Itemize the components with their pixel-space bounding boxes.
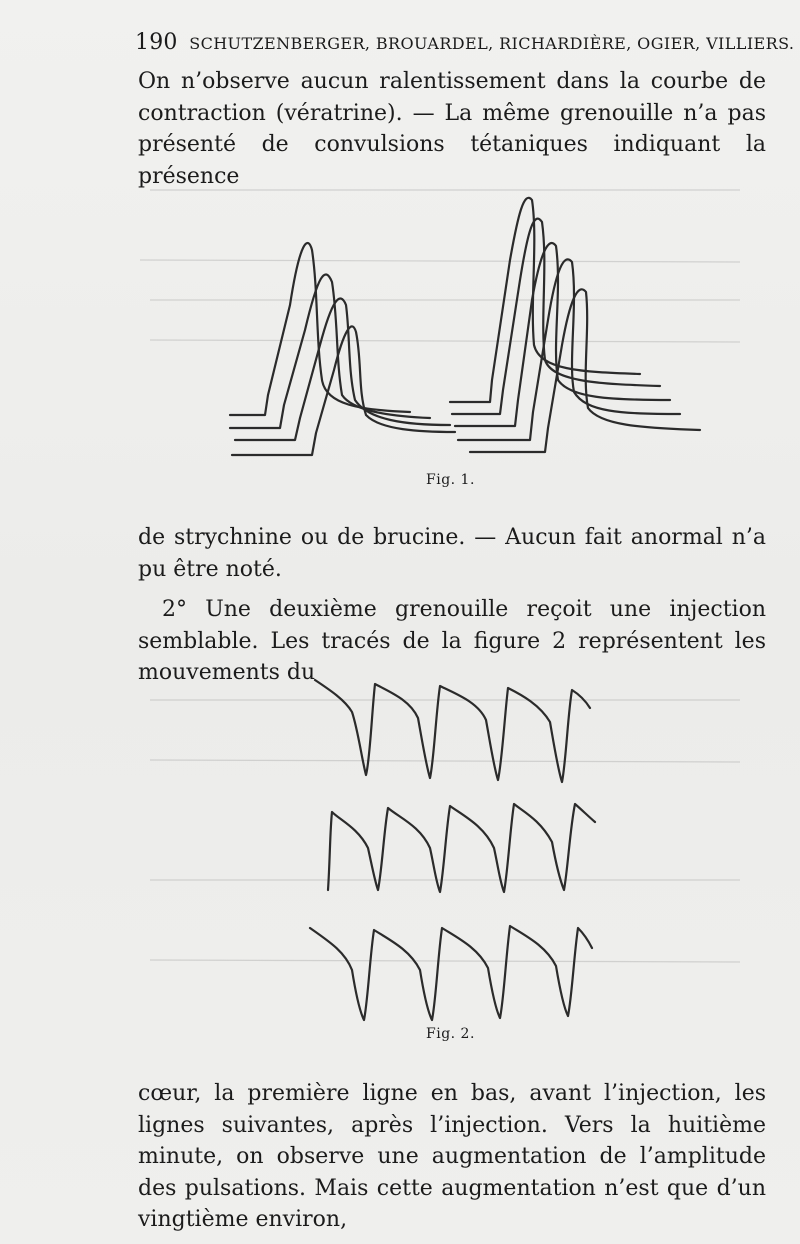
figure-2-row-top bbox=[315, 680, 590, 782]
page-number: 190 bbox=[135, 30, 178, 55]
figure-1-caption: Fig. 1. bbox=[426, 472, 475, 488]
figure-2-caption: Fig. 2. bbox=[426, 1026, 475, 1042]
paragraph-4: cœur, la première ligne en bas, avant l’injection, les lignes suivantes, après l’injection. Vers la huitième minute, on observe une augmentation de l’amplitude des pulsations. Mais cette augmentation n’est que d’un vingtième environ, bbox=[138, 1081, 766, 1232]
paragraph-2: de strychnine ou de brucine. — Aucun fait anormal n’a pu être noté. bbox=[138, 525, 766, 582]
figure-2-row-bottom bbox=[310, 926, 592, 1020]
figure-2-bleedthrough bbox=[150, 700, 740, 962]
paragraph-1: On n’observe aucun ralentissement dans la courbe de contraction (vératrine). — La même grenouille n’a pas présenté de convulsions tétaniques indiquant la présence bbox=[138, 69, 766, 189]
header-authors: SCHUTZENBERGER, BROUARDEL, RICHARDIÈRE, OGIER, VILLIERS. bbox=[189, 34, 795, 53]
paragraph-3: 2° Une deuxième grenouille reçoit une injection semblable. Les tracés de la figure 2 représentent les mouvements du bbox=[138, 597, 766, 685]
figure-2-row-middle bbox=[328, 804, 595, 892]
